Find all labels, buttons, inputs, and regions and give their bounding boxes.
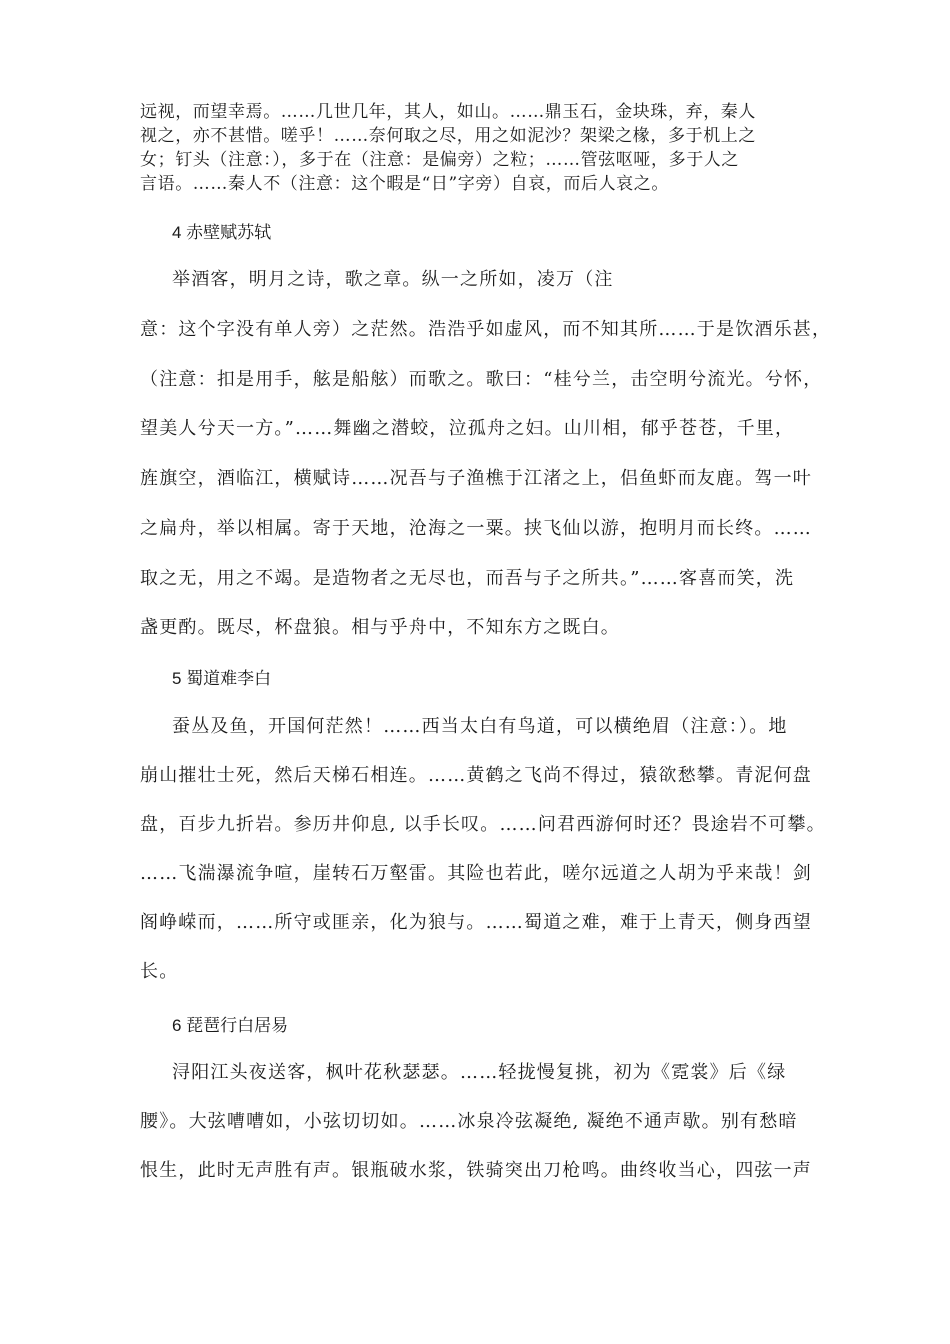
section-heading: 5 蜀道难李白 <box>172 669 272 688</box>
text-line: 之扁舟，举以相属。寄于天地，沧海之一粟。挟飞仙以游，抱明月而长终。…… <box>140 518 812 539</box>
text-line: 长。 <box>140 961 179 982</box>
section-heading: 6 琵琶行白居易 <box>172 1016 289 1035</box>
text-line: 盘，百步九折岩。参历井仰息, 以手长叹。……问君西游何时还？畏途岩不可攀。 <box>140 814 826 835</box>
text-line: 视之，亦不甚惜。嗟乎！……奈何取之尽，用之如泥沙？架梁之椽，多于机上之 <box>140 126 756 146</box>
intro-paragraph <box>140 100 820 196</box>
text-line: 望美人兮天一方。”……舞幽之潜蛟，泣孤舟之妇。山川相，郁乎苍苍，千里， <box>140 418 795 439</box>
text-line: 蚕丛及鱼，开国何茫然！……西当太白有鸟道，可以横绝眉（注意：）。地 <box>172 716 788 737</box>
text-line: 旌旗空，酒临江，横赋诗……况吾与子渔樵于江渚之上，侣鱼虾而友鹿。驾一叶 <box>140 468 812 489</box>
section-heading: 4 赤壁赋苏轼 <box>172 223 272 242</box>
text-line: 腰》。大弦嘈嘈如，小弦切切如。……冰泉冷弦凝绝, 凝绝不通声歇。别有愁暗 <box>140 1111 798 1132</box>
text-line: ……飞湍瀑流争喧，崖转石万壑雷。其险也若此，嗟尔远道之人胡为乎来哉！剑 <box>140 863 812 884</box>
text-line: （注意：扣是用手，舷是船舷）而歌之。歌曰：“桂兮兰，击空明兮流光。兮怀， <box>140 369 823 390</box>
text-line: 恨生，此时无声胜有声。银瓶破水浆，铁骑突出刀枪鸣。曲终收当心，四弦一声 <box>140 1160 812 1181</box>
text-line: 女；钉头（注意：），多于在（注意：是偏旁）之粒；……管弦呕哑，多于人之 <box>140 150 739 170</box>
text-line: 盏更酌。既尽，杯盘狼。相与乎舟中，不知东方之既白。 <box>140 617 620 638</box>
text-line: 浔阳江头夜送客，枫叶花秋瑟瑟。……轻拢慢复挑，初为《霓裳》后《绿 <box>172 1062 787 1083</box>
text-line: 阁峥嵘而，……所守或匪亲，化为狼与。……蜀道之难，难于上青天，侧身西望 <box>140 912 812 933</box>
text-line: 崩山摧壮士死，然后天梯石相连。……黄鹤之飞尚不得过，猿欲愁攀。青泥何盘 <box>140 765 812 786</box>
text-line: 意：这个字没有单人旁）之茫然。浩浩乎如虚风，而不知其所……于是饮酒乐甚， <box>140 319 832 340</box>
text-line: 远视，而望幸焉。……几世几年，其人，如山。……鼎玉石，金块珠，弃，秦人 <box>140 102 756 122</box>
text-line: 言语。……秦人不（注意：这个暇是“日”字旁）自哀，而后人哀之。 <box>140 174 669 194</box>
text-line: 取之无，用之不竭。是造物者之无尽也，而吾与子之所共。”……客喜而笑，洗 <box>140 568 795 589</box>
text-line: 举酒客，明月之诗，歌之章。纵一之所如，凌万（注 <box>172 269 614 290</box>
